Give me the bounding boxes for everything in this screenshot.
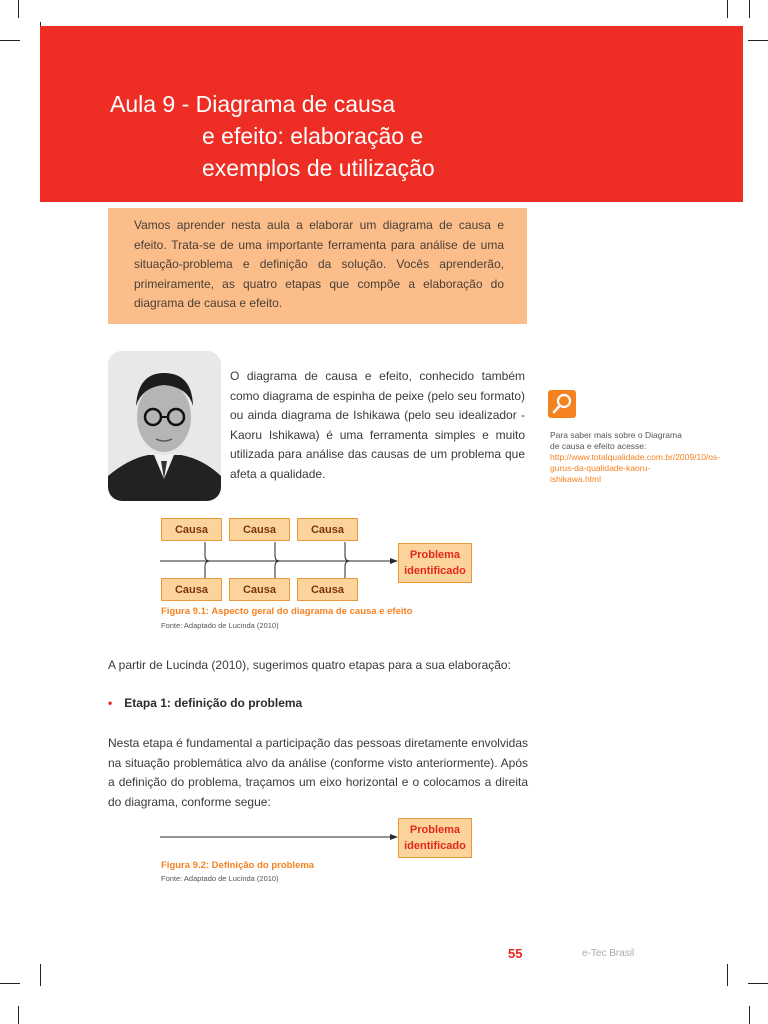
figure-source: Fonte: Adaptado de Lucinda (2010) (161, 621, 279, 630)
title-line-3: exemplos de utilização (202, 155, 435, 181)
title-line-2: e efeito: elaboração e (202, 123, 424, 149)
sidebar-note-text: Para saber mais sobre o Diagrama de causa e efeito acesse: (550, 430, 682, 451)
sidebar-note (550, 430, 721, 485)
paragraph-intro-diagram: O diagrama de causa e efeito, conhecido também como diagrama de espinha de peixe (pelo seu formato) ou ainda diagrama de Ishikawa (pelo seu idealizador - Kaoru Ishikawa) é uma ferramenta simples e muito utilizada para análise das causas de um problema que afeta a qualidade. (230, 369, 525, 481)
bullet-stage-1 (108, 696, 302, 710)
footer-brand: e-Tec Brasil (582, 948, 635, 959)
problem-box (398, 818, 472, 858)
intro-text: Vamos aprender nesta aula a elaborar um diagrama de causa e efeito. Trata-se de uma importante ferramenta para análise de uma situação-problema e definição da solução. Vocês aprenderão, primeiramente, as quatro etapas que compõe a elaboração do diagrama de causa e efeito. (134, 218, 504, 310)
figure-source: Fonte: Adaptado de Lucinda (2010) (161, 874, 279, 883)
fishbone-lines (150, 540, 410, 580)
sidebar-note-link[interactable]: http://www.totalqualidade.com.br/2009/10/os-gurus-da-qualidade-kaoru-ishikawa.html (550, 452, 721, 484)
figure-caption: Figura 9.1: Aspecto geral do diagrama de causa e efeito (161, 606, 413, 617)
cause-box: Causa (161, 578, 222, 601)
problem-box (398, 543, 472, 583)
problem-line-2: identificado (404, 565, 466, 577)
cause-box: Causa (229, 518, 290, 541)
axis-line (160, 832, 400, 842)
title-line-1: Aula 9 - Diagrama de causa (110, 91, 396, 117)
bullet-label: Etapa 1: definição do problema (124, 696, 303, 710)
cause-box: Causa (161, 518, 222, 541)
paragraph-stage-1: Nesta etapa é fundamental a participação das pessoas diretamente envolvidas na situação problemática alvo da análise (conforme visto anteriormente). Após a definição do problema, traçamos um eixo horizontal e o colocamos a direita do diagrama, conforme segue: (108, 736, 528, 809)
magnifier-icon (548, 390, 576, 418)
page-title (110, 88, 435, 184)
cause-box: Causa (297, 518, 358, 541)
problem-line-1: Problema (409, 549, 461, 561)
intro-box (108, 208, 527, 324)
problem-line-2: identificado (404, 840, 466, 852)
cause-box: Causa (297, 578, 358, 601)
problem-line-1: Problema (409, 824, 461, 836)
cause-box: Causa (229, 578, 290, 601)
figure-caption: Figura 9.2: Definição do problema (161, 860, 315, 871)
portrait-icon (108, 351, 221, 501)
portrait-photo (108, 351, 221, 501)
page-number: 55 (508, 946, 523, 961)
bullet-icon: • (108, 696, 113, 710)
paragraph-stages: A partir de Lucinda (2010), sugerimos quatro etapas para a sua elaboração: (108, 658, 511, 672)
